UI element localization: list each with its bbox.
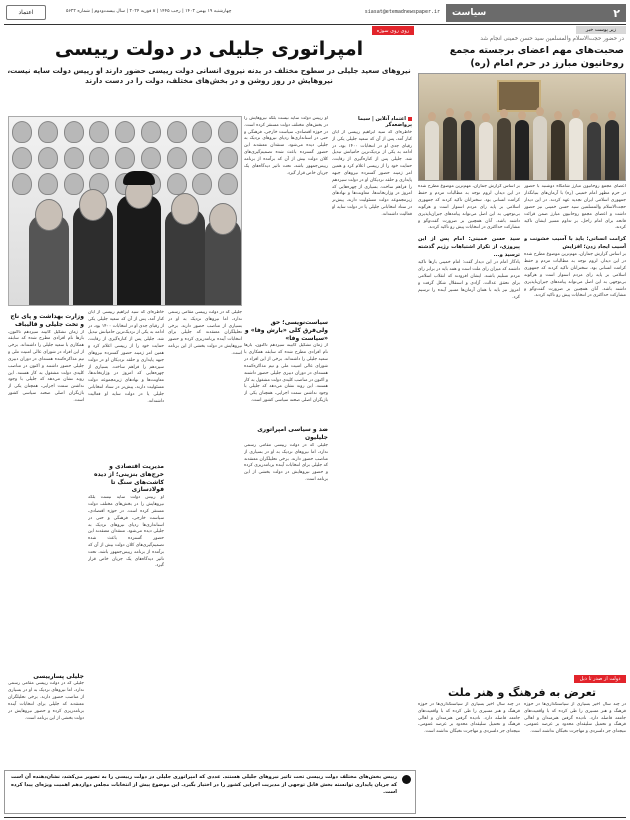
right-story-col-2 bbox=[418, 184, 520, 484]
crowd-face bbox=[115, 121, 135, 143]
summary-text: رییس بخش‌های مختلف دولت رییسی تحت تاثیر نیروهای جلیلی هستند. عددی که امپراتوری جلیلی در دولت رییسی را به تصویر می‌کشد، نشان‌دهنده آن است که جریان پایداری توانسته بخش قابل توجهی از مدیریت اجرایی کشور را در اختیار بگیرد. این موضوع پیش از انتخابات مجلس دوازدهم اهمیت ویژه‌ای پیدا کرده است. bbox=[11, 774, 397, 795]
caricature-image bbox=[8, 116, 242, 306]
main-col-a-text: خاطره‌ای که سید ابراهیم رییسی از آبان کنار آمد، پس از آن که سعید جلیلی یکی از رقبای جدی او در انتخابات ۱۴۰۰ بود، در ادامه به یکی از نزدیک‌ترین حامیانش تبدیل شد. جلیلی پس از کناره‌گیری از رقابت، حمایت خود را از رییسی اعلام کرد و همین امر زمینه حضور گسترده نیروهای جبهه پایداری و حلقه نزدیکان او در دولت سیزدهم را فراهم ساخت. بسیاری از چهره‌هایی که امروز در وزارتخانه‌ها، معاونت‌ها و نهادهای زیرمجموعه دولت مسئولیت دارند، پیش‌تر در ستاد انتخاباتی جلیلی یا در دولت سایه او فعالیت داشته‌اند. bbox=[332, 130, 412, 217]
photo-person bbox=[479, 122, 493, 180]
photo-person bbox=[425, 121, 439, 180]
right-story-subhead-2: سید حسن خمینی: امام پس از این پیروزی، از تکرار اشتباهات رژیم گذشته ترسید و... bbox=[418, 236, 520, 259]
section-tag bbox=[446, 4, 626, 22]
main-col-e-text: جلیلی که در دولت رییسی مقامی رسمی ندارد، اما نیروهای نزدیک به او در بسیاری از مناصب حضور دارند. برخی تحلیلگران معتقدند که جلیلی برای انتخابات آینده برنامه‌ریزی کرده و حضور نیروهایش در دولت بخشی از این برنامه است. bbox=[168, 310, 242, 356]
culture-title: تعرض به فرهنگ و هنر ملت bbox=[447, 686, 597, 699]
photo-person bbox=[605, 120, 619, 180]
sub-left-1: وزارت بهداشت و پای ناج و تخت جلیلی و قالیباف bbox=[10, 313, 84, 328]
bullet-icon bbox=[402, 775, 411, 784]
sub-left-2: جلیلی پسارییسی bbox=[33, 672, 84, 680]
right-story-body-2: بر اساس گزارش جماران، مهم‌ترین موضوع مطرح شده در این دیدار، لزوم توجه به مطالبات مردم و حفظ کرامت انسانی بود. سخنرانان تاکید کردند که جمهوری اسلامی بر پایه رای مردم استوار است و هرگونه بی‌توجهی به این اصل می‌تواند پیامدهای جبران‌ناپذیری داشته باشد. آنان همچنین بر ضرورت گفت‌وگو و مشارکت حداکثری در انتخابات پیش رو تاکید کردند. bbox=[524, 252, 626, 299]
crowd-face bbox=[218, 173, 238, 195]
page-number: ۲ bbox=[613, 6, 620, 20]
main-col-a bbox=[332, 116, 412, 510]
main-story-lead: نیروهای سعید جلیلی در سطوح مختلف در بدنه نیروی انسانی دولت رییسی حضور دارند او رییس دولت سایه نیست، نیروهایش در روز روشن و در بخش‌های مختلف، دولت را در دست دارند bbox=[7, 66, 411, 86]
crowd-face bbox=[12, 147, 32, 169]
main-col-c bbox=[8, 310, 84, 781]
right-story-subhead-1: کرامت انسانی؛ باید با آسیب خشونت و آسیب ایجاد زدن؛ افزایش bbox=[524, 236, 626, 251]
crowd-face bbox=[192, 121, 212, 143]
crowd-face bbox=[89, 147, 109, 169]
group-photo bbox=[418, 73, 626, 181]
right-story-col-1 bbox=[524, 184, 626, 484]
photo-person bbox=[587, 122, 601, 180]
portrait-frame bbox=[497, 80, 541, 112]
footer-divider bbox=[4, 817, 626, 818]
crowd-face bbox=[38, 121, 58, 143]
sub-mid-2: سیاست‌نویسی؛ حق ولی‌فرق کلی «بارش وفا» و «سیاست وفا» bbox=[244, 319, 328, 342]
photo-person bbox=[515, 120, 529, 180]
main-col-b-text-2: از زمان تشکیل کابینه سیزدهم تاکنون، بارها نام افرادی مطرح شده که سابقه همکاری با سعید جلیلی را داشته‌اند. برخی از این افراد در شورای عالی امنیت ملی و تیم مذاکره‌کننده هسته‌ای در دوران دبیری جلیلی حضور داشتند و اکنون در مناصب کلیدی دولت مشغول به کار هستند. این روند نشان می‌دهد که جلیلی با وجود نداشتن سمت اجرایی، همچنان یکی از بازیگران اصلی صحنه سیاسی کشور است. bbox=[244, 343, 328, 404]
crowd-face bbox=[38, 147, 58, 169]
crowd-face bbox=[12, 173, 32, 195]
culture-col-2: در چند سال اخیر بسیاری از سیاستگذاری‌ها در حوزه فرهنگ و هنر مسیری را طی کرده که با واقعیت‌های جامعه فاصله دارد. نادیده گرفتن هنرمندان و اهالی فرهنگ و تحمیل سلیقه‌ای محدود بر عرصه عمومی، نتیجه‌ای جز دلسردی و مهاجرت نخبگان نداشته است. bbox=[418, 702, 520, 735]
crowd-face bbox=[192, 147, 212, 169]
byline-text: اعتماد آنلاین | سیما پرواضعه‌گر bbox=[358, 116, 412, 128]
crowd-face bbox=[218, 121, 238, 143]
photo-person bbox=[443, 117, 457, 180]
main-col-e bbox=[168, 310, 242, 770]
crowd-face bbox=[141, 147, 161, 169]
crowd-face bbox=[115, 147, 135, 169]
crowd-face bbox=[12, 121, 32, 143]
right-story-title: صحبت‌های مهم اعضای برجسته مجمع روحانیون مبارز در حرم امام (ره) bbox=[449, 44, 624, 69]
crowd-face bbox=[192, 173, 212, 195]
crowd-face bbox=[64, 147, 84, 169]
sub-mid-1: مدیریت اقتصادی و خرج‌های بنزینی؛ از دیده کاشت‌های سنگ تا فولادسازی bbox=[93, 463, 164, 494]
crowd-face bbox=[167, 147, 187, 169]
summary-box bbox=[4, 770, 416, 814]
photo-person bbox=[551, 120, 565, 180]
crowd-face bbox=[89, 121, 109, 143]
right-story-body-2b: بر اساس گزارش جماران، مهم‌ترین موضوع مطرح شده در این دیدار، لزوم توجه به مطالبات مردم و حفظ کرامت انسانی بود. سخنرانان تاکید کردند که جمهوری اسلامی بر پایه رای مردم استوار است و هرگونه بی‌توجهی به این اصل می‌تواند پیامدهای جبران‌ناپذیری داشته باشد. آنان همچنین بر ضرورت گفت‌وگو و مشارکت حداکثری در انتخابات پیش رو تاکید کردند. bbox=[418, 184, 520, 231]
turban bbox=[123, 171, 155, 185]
crowd-face bbox=[167, 121, 187, 143]
byline bbox=[332, 116, 412, 128]
crowd-face bbox=[141, 121, 161, 143]
culture-kicker: دولت از صدر تا ذیل bbox=[574, 675, 626, 683]
figure-head bbox=[171, 193, 199, 225]
figure-head bbox=[79, 189, 107, 221]
page-header bbox=[4, 4, 626, 22]
crowd-face bbox=[167, 173, 187, 195]
newspaper-logo: اعتماد bbox=[6, 5, 46, 20]
crowd-face bbox=[218, 147, 238, 169]
right-story bbox=[418, 26, 626, 484]
header-divider bbox=[4, 24, 626, 25]
main-col-d bbox=[88, 310, 164, 795]
right-story-kicker: زیر پوست خبر bbox=[576, 26, 626, 34]
right-story-body-1: اعضای مجمع روحانیون مبارز شامگاه دوشنبه با حضور در حرم مطهر امام خمینی (ره) با آرمان‌های بنیانگذار جمهوری اسلامی ایران تجدید عهد کردند. در این دیدار حجت‌الاسلام والمسلمین سید حسن خمینی نیز حضور داشت و اعضای مجمع روحانیون مبارز ضمن قرائت فاتحه برای امام راحل، بر تداوم مسیر ایشان تاکید کردند. bbox=[524, 184, 626, 231]
right-story-lead: در حضور حجت‌الاسلام والمسلمین سید حسن خمینی انجام شد bbox=[480, 36, 624, 42]
photo-person bbox=[533, 116, 547, 180]
crowd-face bbox=[38, 173, 58, 195]
byline-mark bbox=[408, 117, 412, 121]
main-col-c-text: از زمان تشکیل کابینه سیزدهم تاکنون، بارها نام افرادی مطرح شده که سابقه همکاری با سعید جلیلی را داشته‌اند. برخی از این افراد در شورای عالی امنیت ملی و تیم مذاکره‌کننده هسته‌ای در دوران دبیری جلیلی حضور داشتند و اکنون در مناصب کلیدی دولت مشغول به کار هستند. این روند نشان می‌دهد که جلیلی با وجود نداشتن سمت اجرایی، همچنان یکی از بازیگران اصلی صحنه سیاسی کشور است. bbox=[8, 329, 84, 403]
main-col-b-text-3: جلیلی که در دولت رییسی مقامی رسمی ندارد، اما نیروهای نزدیک به او در بسیاری از مناصب حضور دارند. برخی تحلیلگران معتقدند که جلیلی برای انتخابات آینده برنامه‌ریزی کرده و حضور نیروهایش در دولت بخشی از این برنامه است. bbox=[244, 442, 328, 483]
culture-col-1: در چند سال اخیر بسیاری از سیاستگذاری‌ها در حوزه فرهنگ و هنر مسیری را طی کرده که با واقعیت‌های جامعه فاصله دارد. نادیده گرفتن هنرمندان و اهالی فرهنگ و تحمیل سلیقه‌ای محدود بر عرصه عمومی، نتیجه‌ای جز دلسردی و مهاجرت نخبگان نداشته است. bbox=[524, 702, 626, 735]
figure-head bbox=[209, 203, 237, 235]
main-col-b-text: او رییس دولت سایه نیست بلکه نیروهایش را در بخش‌های مختلف دولت مستقر کرده است. در حوزه اقتصادی، سیاست خارجی، فرهنگی و حتی در استانداری‌ها ردپای نیروهای نزدیک به جلیلی دیده می‌شود. منتقدان معتقدند این حضور گسترده باعث شده تصمیم‌گیری‌های کلان دولت بیش از آن که برآمده از برنامه رییس‌جمهور باشد، تحت تاثیر دیدگاه‌های یک جریان خاص قرار گیرد. bbox=[244, 116, 328, 176]
figure-head bbox=[35, 199, 63, 231]
main-story-kicker: روی روی سوژه bbox=[372, 26, 414, 35]
main-story-title: امپراتوری جلیلی در دولت رییسی bbox=[54, 38, 364, 60]
main-col-b bbox=[244, 116, 328, 533]
dateline: چهارشنبه ۱۹ بهمن ۱۴۰۲ | رجب ۱۴۴۵ | ۸ فوریه ۲۰۲۴ | سال بیست‌ودوم | شماره ۵۶۲۲ bbox=[66, 9, 232, 14]
figure-body bbox=[117, 195, 161, 305]
main-col-c-text-2: جلیلی که در دولت رییسی مقامی رسمی ندارد، اما نیروهای نزدیک به او در بسیاری از مناصب حضور دارند. برخی تحلیلگران معتقدند که جلیلی برای انتخابات آینده برنامه‌ریزی کرده و حضور نیروهایش در دولت بخشی از این برنامه است. bbox=[8, 681, 84, 721]
main-col-d-text: خاطره‌ای که سید ابراهیم رییسی از آبان کنار آمد، پس از آن که سعید جلیلی یکی از رقبای جدی او در انتخابات ۱۴۰۰ بود، در ادامه به یکی از نزدیک‌ترین حامیانش تبدیل شد. جلیلی پس از کناره‌گیری از رقابت، حمایت خود را از رییسی اعلام کرد و همین امر زمینه حضور گسترده نیروهای جبهه پایداری و حلقه نزدیکان او در دولت سیزدهم را فراهم ساخت. بسیاری از چهره‌هایی که امروز در وزارتخانه‌ها، معاونت‌ها و نهادهای زیرمجموعه دولت مسئولیت دارند، پیش‌تر در ستاد انتخاباتی جلیلی یا در دولت سایه او فعالیت داشته‌اند. bbox=[88, 310, 164, 404]
crowd-row bbox=[9, 147, 241, 169]
site-email: siasat@etemadnewspaper.ir bbox=[364, 9, 440, 15]
section-name: سیاست bbox=[452, 8, 487, 18]
photo-person bbox=[461, 120, 475, 180]
sub-mid-3: ضد و سیاسی امپراتوری جلیلیون bbox=[257, 426, 328, 442]
main-col-d-text-2: او رییس دولت سایه نیست بلکه نیروهایش را در بخش‌های مختلف دولت مستقر کرده است. در حوزه اقتصادی، سیاست خارجی، فرهنگی و حتی در استانداری‌ها ردپای نیروهای نزدیک به جلیلی دیده می‌شود. منتقدان معتقدند این حضور گسترده باعث شده تصمیم‌گیری‌های کلان دولت بیش از آن که برآمده از برنامه رییس‌جمهور باشد، تحت تاثیر دیدگاه‌های یک جریان خاص قرار گیرد. bbox=[88, 495, 164, 569]
crowd-face bbox=[64, 173, 84, 195]
crowd-row bbox=[9, 121, 241, 143]
culture-box bbox=[418, 675, 626, 820]
photo-person bbox=[569, 118, 583, 180]
right-story-body-3: یادگار امام در این دیدار گفت: امام خمینی بارها تاکید داشتند که میزان رای ملت است و همه باید در برابر رای مردم تسلیم باشند. ایشان افزودند که انقلاب اسلامی برای تحقق عدالت، آزادی و استقلال شکل گرفت و امروز نیز باید با همان آرمان‌ها مسیر آینده را ترسیم کرد. bbox=[418, 260, 520, 300]
crowd-face bbox=[64, 121, 84, 143]
photo-person bbox=[497, 118, 511, 180]
